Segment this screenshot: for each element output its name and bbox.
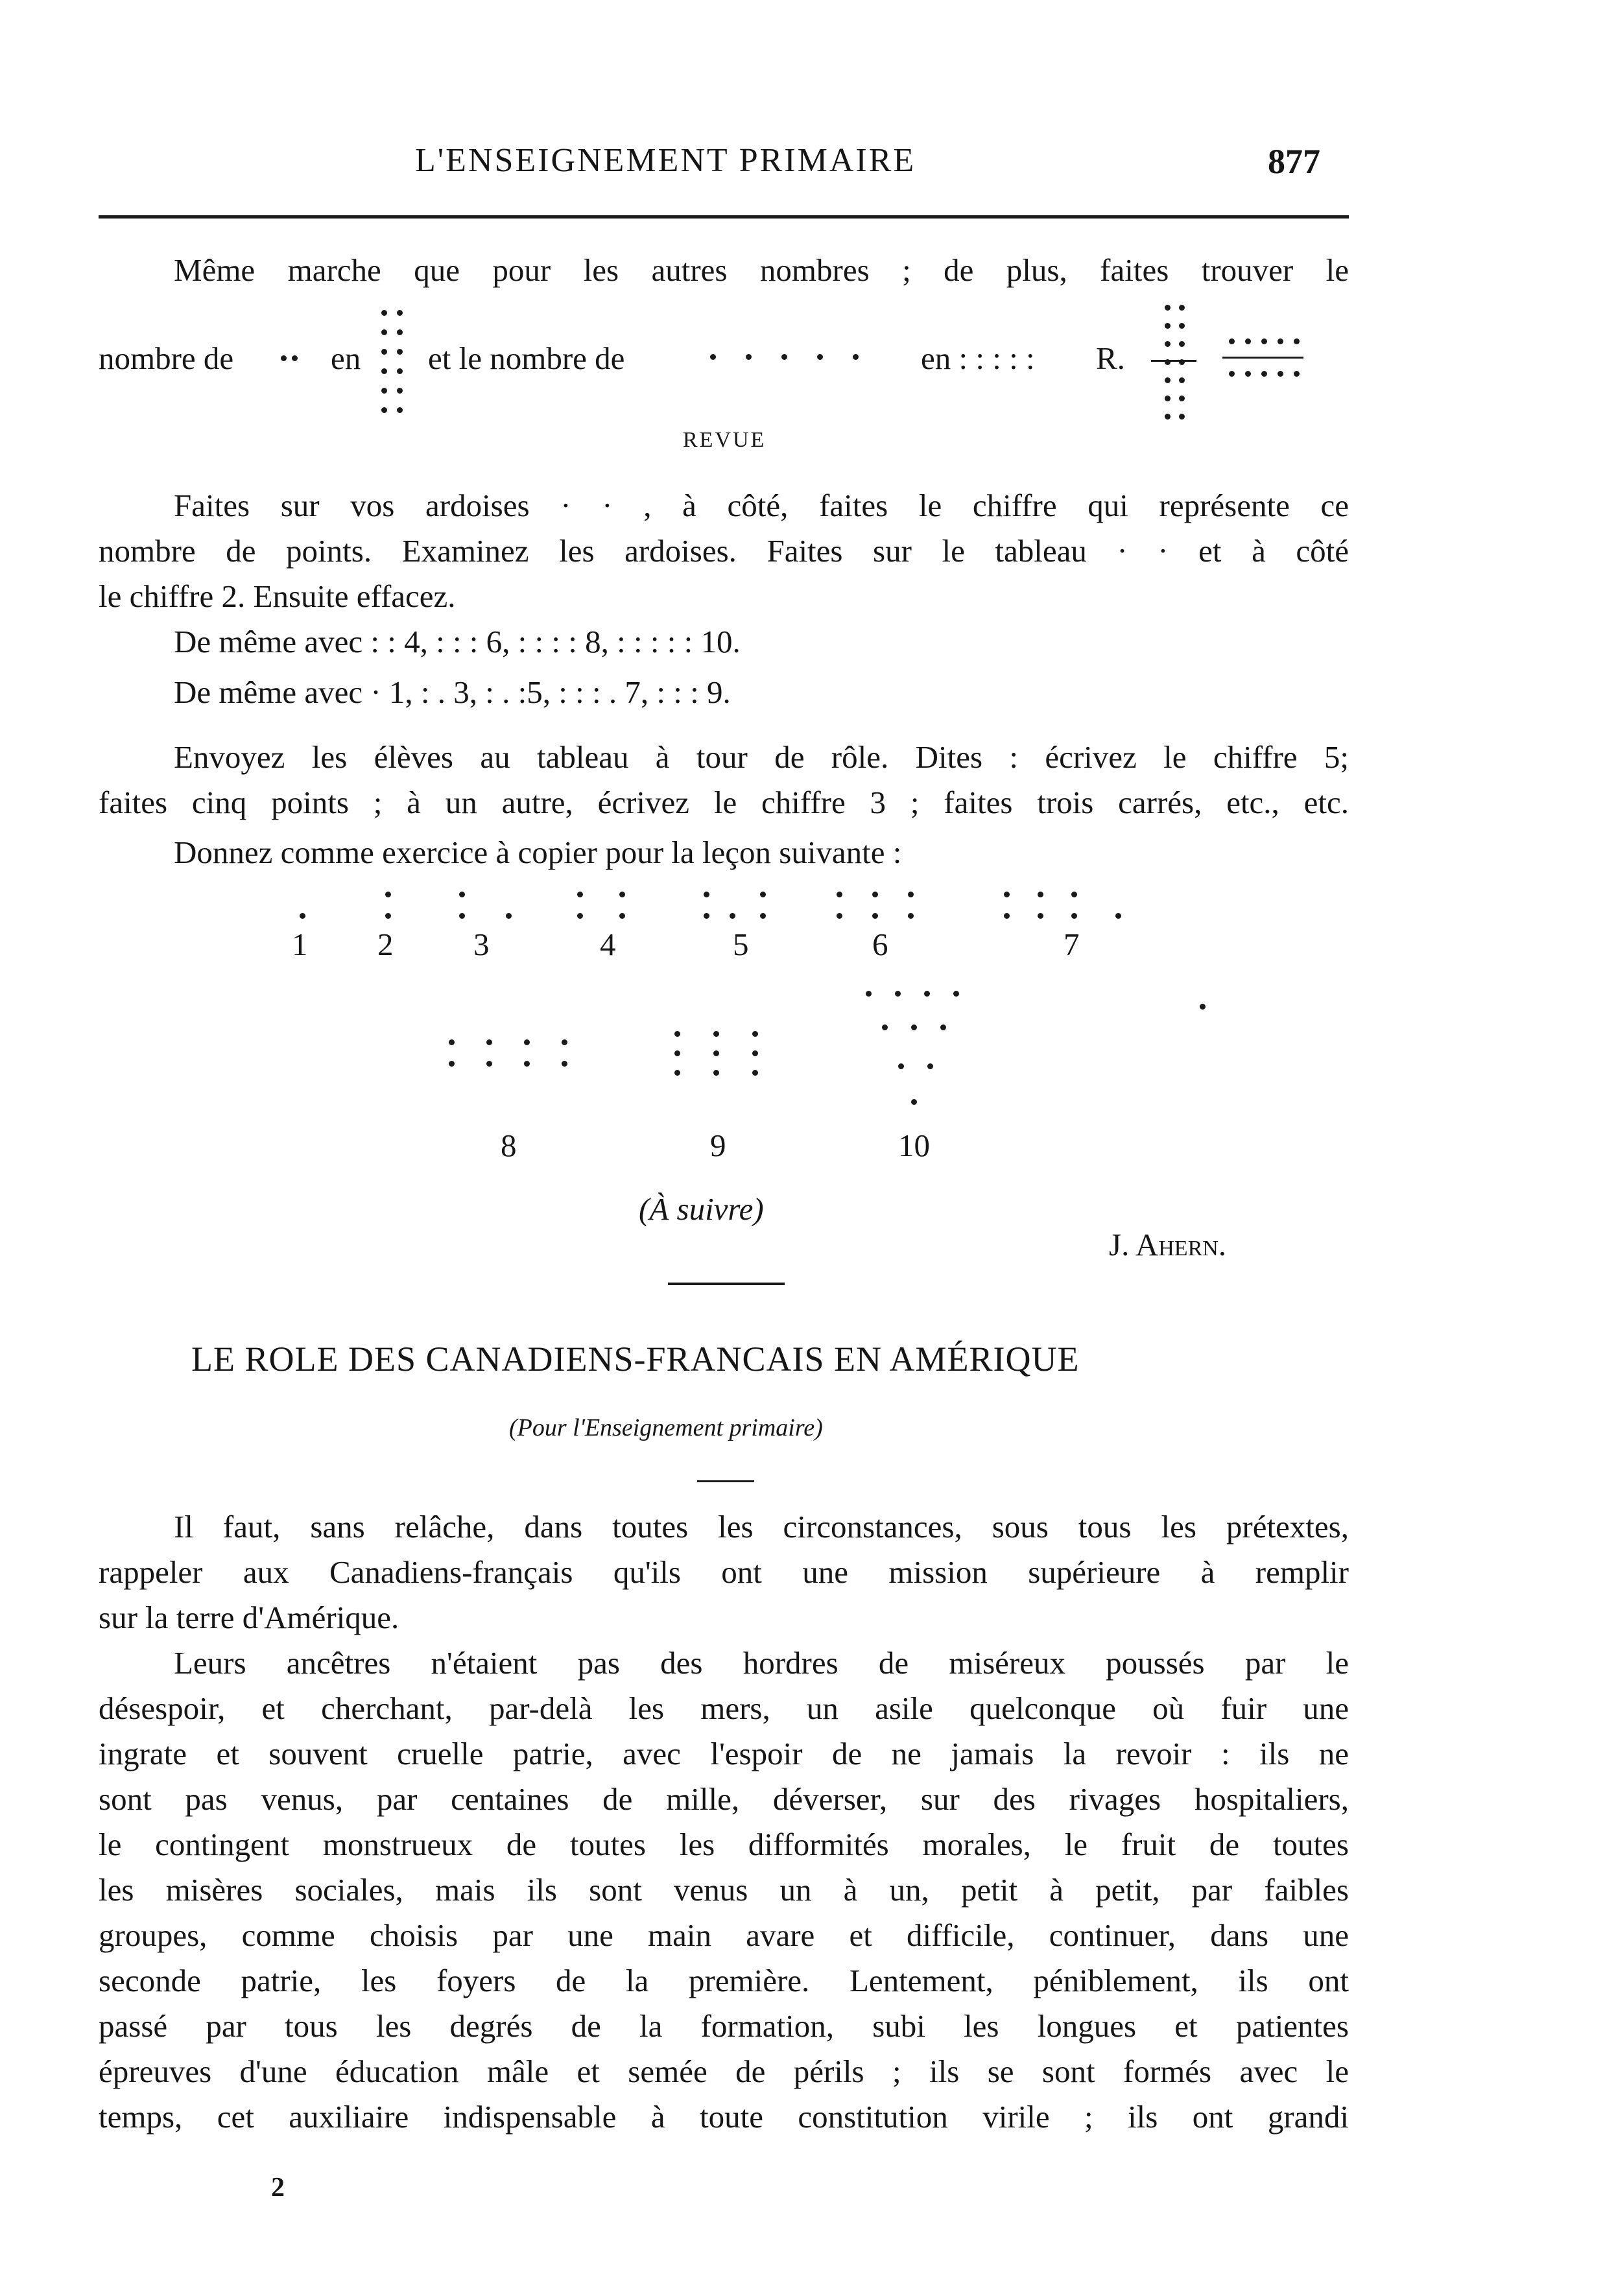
intro-line-2-b: en — [331, 340, 361, 376]
exercise-p2: De même avec : : 4, : : : 6, : : : : 8, : : : : : 10. — [174, 624, 741, 659]
article-line-12: passé par tous les degrés de la formation, subi les longues et patientes — [99, 2008, 1349, 2044]
subtitle-divider — [697, 1480, 754, 1482]
running-title: L'ENSEIGNEMENT PRIMAIRE — [415, 142, 916, 179]
article-subtitle: (Pour l'Enseignement primaire) — [509, 1414, 823, 1441]
article-line-3: sur la terre d'Amérique. — [99, 1600, 399, 1635]
intro-line-2-a: nombre de — [99, 340, 234, 376]
digit-6: 6 — [872, 927, 888, 962]
digit-7: 7 — [1064, 927, 1080, 962]
exercise-p5: Donnez comme exercice à copier pour la leçon suivante : — [174, 834, 902, 870]
section-divider — [668, 1283, 785, 1285]
digit-10: 10 — [898, 1128, 930, 1163]
digit-9: 9 — [710, 1128, 726, 1163]
article-line-8: le contingent monstrueux de toutes les difformités morales, le fruit de toutes — [99, 1827, 1349, 1862]
article-line-10: groupes, comme choisis par une main avare et difficile, continuer, dans une — [99, 1917, 1349, 1953]
exercise-p3: De même avec · 1, : . 3, : . :5, : : : . 7, : : : 9. — [174, 674, 731, 710]
article-line-13: épreuves d'une éducation mâle et semée de périls ; ils se sont formés avec le — [99, 2053, 1349, 2089]
revue-label: REVUE — [683, 428, 767, 452]
intro-line-1: Même marche que pour les autres nombres ; de plus, faites trouver le — [174, 252, 1349, 288]
fraction-bar-2 — [1222, 357, 1303, 359]
article-line-1: Il faut, sans relâche, dans toutes les circonstances, sous tous les prétextes, — [174, 1509, 1349, 1544]
article-line-11: seconde patrie, les foyers de la première. Lentement, péniblement, ils ont — [99, 1963, 1349, 1998]
article-line-4: Leurs ancêtres n'étaient pas des hordres de miséreux poussés par le — [174, 1645, 1349, 1681]
digit-4: 4 — [600, 927, 616, 962]
exercise-p4-line-2: faites cinq points ; à un autre, écrivez le chiffre 3 ; faites trois carrés, etc., etc. — [99, 785, 1349, 820]
article-line-9: les misères sociales, mais ils sont venus un à un, petit à petit, par faibles — [99, 1872, 1349, 1908]
article-line-6: ingrate et souvent cruelle patrie, avec l'espoir de ne jamais la revoir : ils ne — [99, 1736, 1349, 1771]
digit-1: 1 — [292, 927, 308, 962]
to-follow: (À suivre) — [639, 1191, 764, 1227]
article-line-14: temps, cet auxiliaire indispensable à toute constitution virile ; ils ont grandi — [99, 2099, 1349, 2135]
intro-line-2-e: R. — [1096, 340, 1125, 376]
article-line-7: sont pas venus, par centaines de mille, déverser, sur des rivages hospitaliers, — [99, 1781, 1349, 1817]
article-title: LE ROLE DES CANADIENS-FRANCAIS EN AMÉRIQUE — [191, 1340, 1080, 1379]
header-rule — [99, 215, 1349, 219]
article-line-2: rappeler aux Canadiens-français qu'ils ont une mission supérieure à remplir — [99, 1554, 1349, 1590]
signature: J. Ahern. — [1109, 1227, 1227, 1262]
footer-signature: 2 — [271, 2173, 285, 2203]
intro-line-2-d: en : : : : : — [921, 340, 1035, 376]
page-number: 877 — [1268, 142, 1320, 181]
digit-2: 2 — [377, 927, 394, 962]
article-line-5: désespoir, et cherchant, par-delà les mers, un asile quelconque où fuir une — [99, 1690, 1349, 1726]
exercise-p4-line-1: Envoyez les élèves au tableau à tour de rôle. Dites : écrivez le chiffre 5; — [174, 739, 1349, 775]
fraction-bar — [1151, 360, 1196, 362]
exercise-p1-line-1: Faites sur vos ardoises · · , à côté, faites le chiffre qui représente ce — [174, 488, 1349, 523]
digit-5: 5 — [733, 927, 749, 962]
digit-8: 8 — [501, 1128, 517, 1163]
intro-line-2-c: et le nombre de — [428, 340, 625, 376]
digit-3: 3 — [473, 927, 490, 962]
exercise-p1-line-2: nombre de points. Examinez les ardoises. Faites sur le tableau · · et à côté — [99, 533, 1349, 569]
exercise-p1-line-3: le chiffre 2. Ensuite effacez. — [99, 578, 456, 614]
